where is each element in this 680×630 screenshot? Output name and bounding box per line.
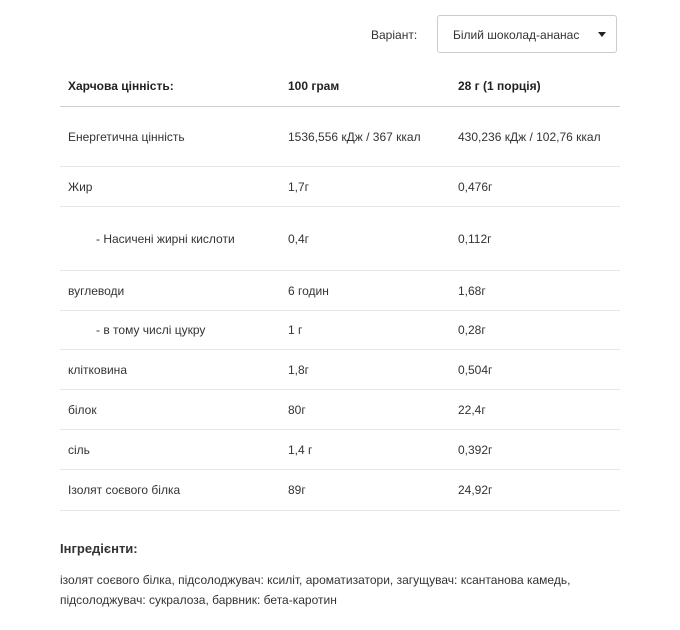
- row-name: клітковина: [60, 350, 288, 390]
- row-name: Жир: [60, 167, 288, 207]
- table-row: [60, 390, 620, 430]
- row-per100: 0,4г: [288, 207, 458, 271]
- row-name: вуглеводи: [60, 271, 288, 311]
- row-name: Енергетична цінність: [60, 107, 288, 167]
- header-per-serving: 28 г (1 порція): [458, 66, 620, 107]
- row-per100: 1,7г: [288, 167, 458, 207]
- row-per-serving: 0,112г: [458, 207, 620, 271]
- row-per-serving: 22,4г: [458, 390, 620, 430]
- ingredients-text: ізолят соєвого білка, підсолоджувач: ксиліт, ароматизатори, загущувач: ксантанова камедь, підсолоджувач: сукралоза, барвник: бета-каротин: [60, 573, 571, 607]
- variant-select[interactable]: [437, 15, 617, 53]
- table-row: [60, 107, 620, 167]
- row-name: - в тому числі цукру: [60, 311, 288, 350]
- variant-row: [0, 0, 680, 70]
- variant-label: Варіант:: [371, 28, 418, 42]
- row-per-serving: 0,504г: [458, 350, 620, 390]
- row-per100: 89г: [288, 470, 458, 511]
- row-per100: 80г: [288, 390, 458, 430]
- row-name: - Насичені жирні кислоти: [60, 207, 288, 271]
- row-per100: 1,4 г: [288, 430, 458, 470]
- nutrition-table: [60, 66, 620, 511]
- variant-selected-value: Білий шоколад-ананас: [453, 28, 580, 42]
- row-per-serving: 1,68г: [458, 271, 620, 311]
- ingredients-title: Інгредієнти:: [60, 541, 138, 556]
- row-per100: 1,8г: [288, 350, 458, 390]
- row-per-serving: 430,236 кДж / 102,76 ккал: [458, 107, 620, 167]
- row-per-serving: 0,476г: [458, 167, 620, 207]
- row-per-serving: 0,392г: [458, 430, 620, 470]
- header-per-100g: 100 грам: [288, 66, 458, 107]
- row-name: Ізолят соєвого білка: [60, 470, 288, 511]
- table-row: [60, 167, 620, 207]
- row-name: білок: [60, 390, 288, 430]
- table-row: [60, 430, 620, 470]
- row-name: сіль: [60, 430, 288, 470]
- table-row: [60, 470, 620, 511]
- table-header-row: [60, 66, 620, 107]
- table-row: [60, 207, 620, 271]
- table-row: [60, 311, 620, 350]
- row-per100: 1536,556 кДж / 367 ккал: [288, 107, 458, 167]
- table-row: [60, 350, 620, 390]
- chevron-down-icon: [598, 32, 606, 37]
- header-nutrition: Харчова цінність:: [60, 66, 288, 107]
- row-per-serving: 24,92г: [458, 470, 620, 511]
- row-per-serving: 0,28г: [458, 311, 620, 350]
- row-per100: 1 г: [288, 311, 458, 350]
- table-row: [60, 271, 620, 311]
- row-per100: 6 годин: [288, 271, 458, 311]
